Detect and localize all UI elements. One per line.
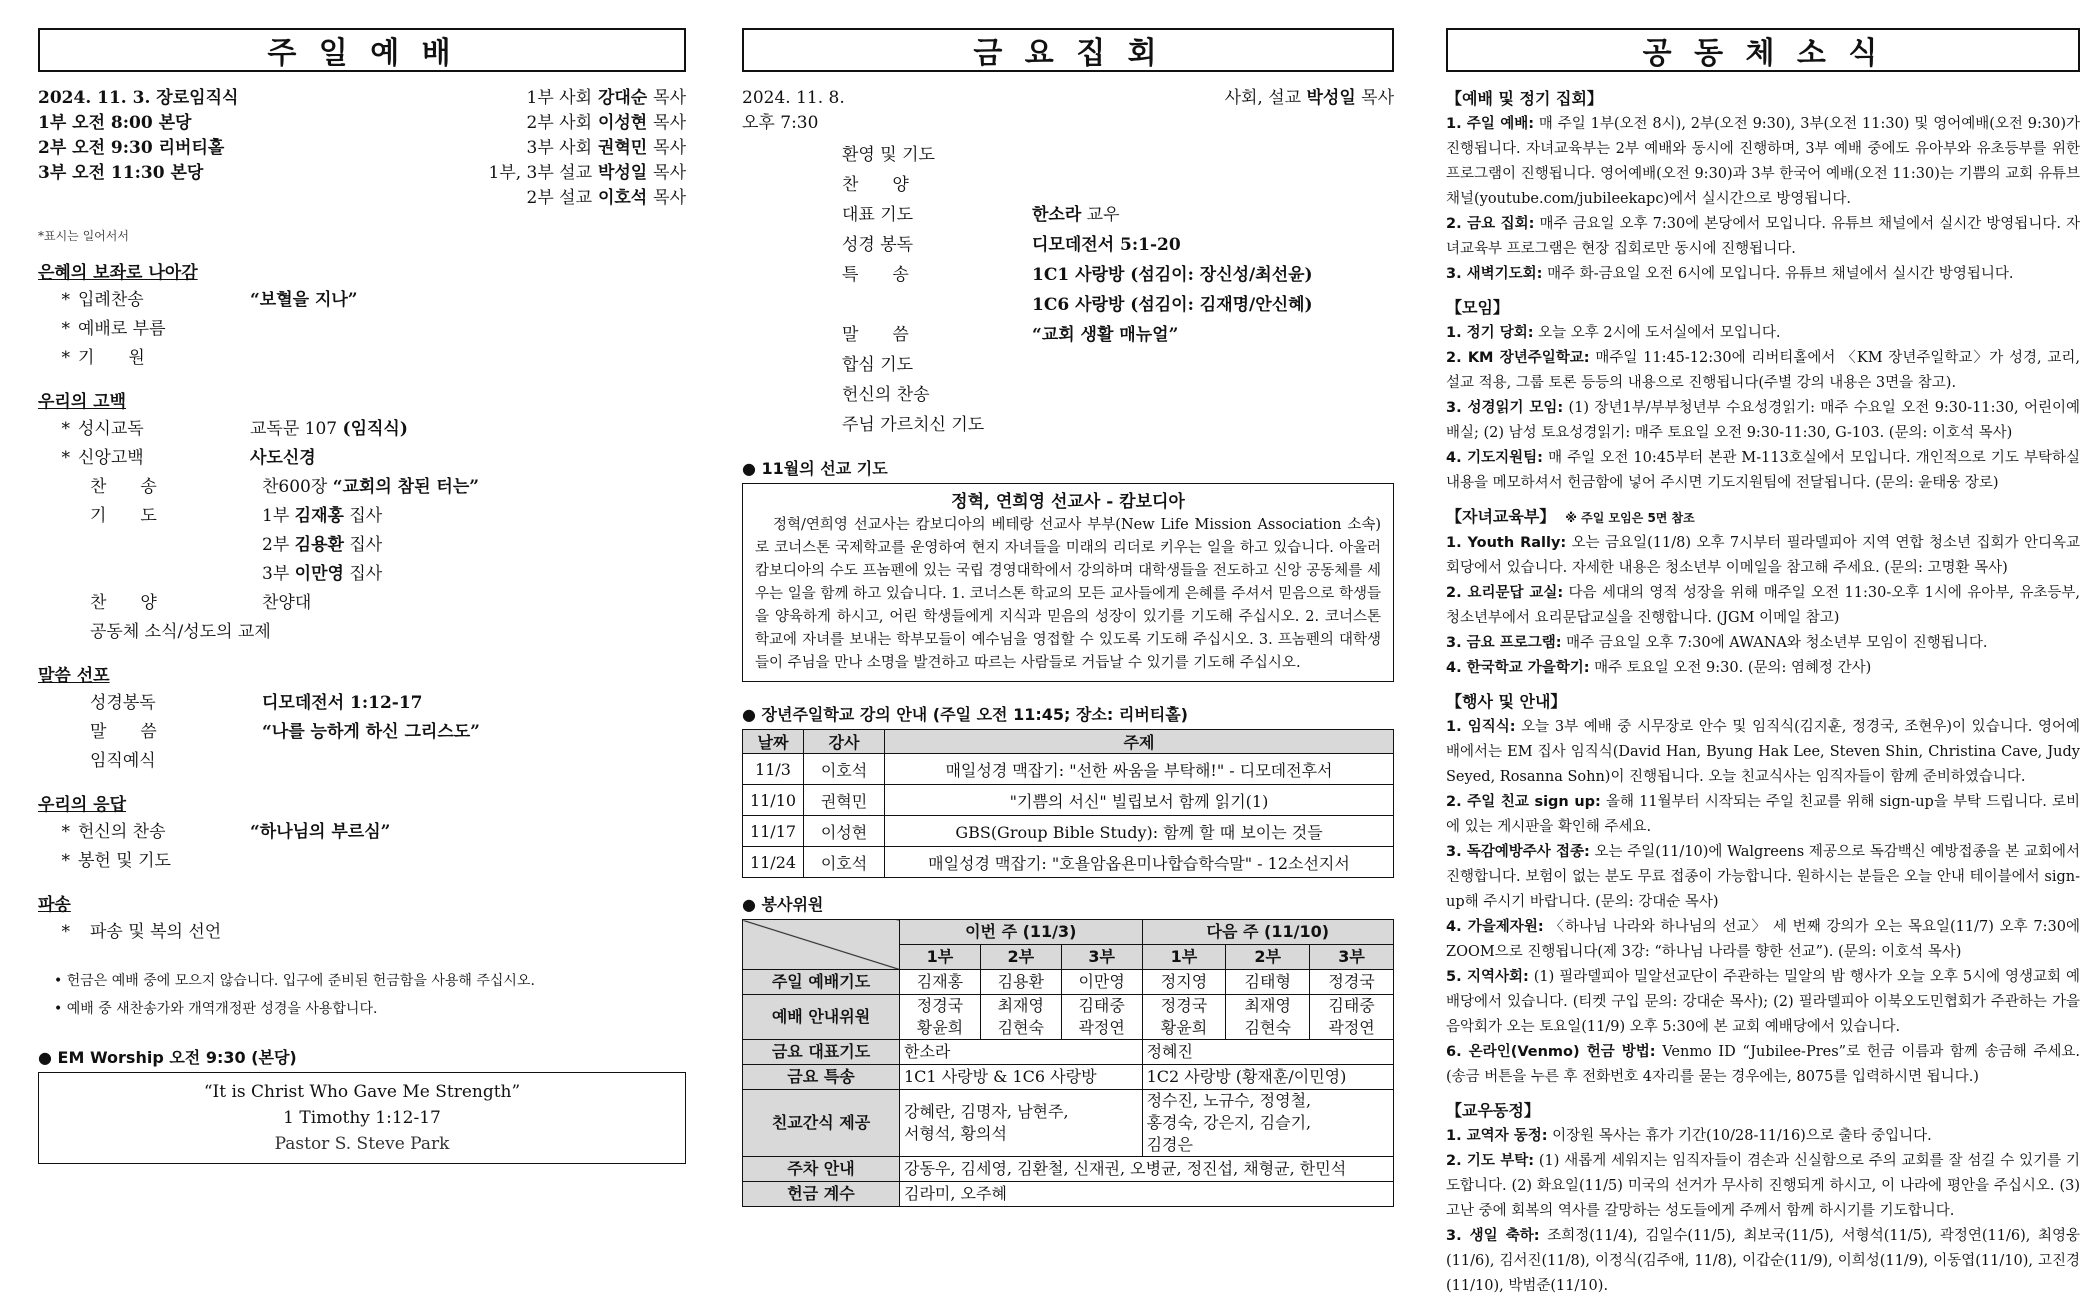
news-item: 1. Youth Rally: 오는 금요일(11/8) 오후 7시부터 필라델피아 지역 연합 청소년 집회가 안디옥교회당에서 있습니다. 자세한 내용은 청소년부 이메일을 참고해 주세요. (문의: 고명환 목사)	[1446, 535, 2080, 576]
leader-role: 3부 사회	[526, 138, 593, 158]
service-cell: 최재영 김현숙	[980, 995, 1061, 1040]
order-value: 3부 이만영 집사	[262, 564, 383, 584]
service-cell: 김재홍	[900, 970, 981, 995]
order-value: 디모데전서 1:12-17	[262, 693, 423, 713]
news-item: 4. 한국학교 가을학기: 매주 토요일 오전 9:30. (문의: 염혜정 간사)	[1446, 660, 1872, 676]
em-sermon-title: “It is Christ Who Gave Me Strength”	[203, 1082, 521, 1102]
standing-mark: *	[61, 922, 70, 942]
news-category: 【교우동정】	[1446, 1101, 1540, 1120]
service-row	[743, 1157, 1394, 1182]
service-row-label: 친교간식 제공	[743, 1090, 900, 1157]
news-item: 1. 정기 당회: 오늘 오후 2시에 도서실에서 모입니다.	[1446, 325, 1781, 341]
order-item	[38, 444, 686, 473]
order-item	[38, 918, 686, 947]
service-cell: 정혜진	[1142, 1040, 1393, 1065]
service-cell: 정수진, 노규수, 정영철, 홍경숙, 강은지, 김슬기, 김경은	[1142, 1090, 1393, 1157]
em-scripture: 1 Timothy 1:12-17	[283, 1108, 441, 1128]
standing-mark	[38, 589, 78, 618]
order-item	[38, 286, 686, 315]
standing-mark: *	[61, 290, 70, 310]
sunday-worship-column	[38, 28, 686, 1164]
order-label: 공동체 소식/성도의 교제	[90, 622, 271, 642]
standing-mark: *	[61, 419, 70, 439]
standing-mark	[38, 747, 78, 776]
order-label	[78, 560, 262, 589]
leader-title: 목사	[653, 88, 686, 108]
community-news-header: 공 동 체 소 식	[1446, 28, 2080, 72]
lecture-header-row	[743, 730, 1394, 754]
order-item	[38, 718, 686, 747]
service-row-label: 금요 대표기도	[743, 1040, 900, 1065]
worship-leaders	[489, 86, 687, 211]
order-item	[38, 473, 686, 502]
service-cell: 강혜란, 김명자, 남현주, 서형석, 황의석	[900, 1090, 1143, 1157]
leader-title: 목사	[653, 188, 686, 208]
service-cell: 정경국 황윤희	[1142, 995, 1226, 1040]
program-item	[742, 230, 1394, 260]
mission-heading: ● 11월의 선교 기도	[742, 459, 888, 478]
news-category: 【모임】	[1446, 298, 1509, 317]
service-week-row	[743, 920, 1394, 945]
leader-name: 권혁민	[592, 138, 654, 158]
news-item: 3. 독감예방주사 접종: 오는 주일(11/10)에 Walgreens 제공으로 독감백신 예방접종을 본 교회에서 진행합니다. 보험이 없는 분도 무료 접종이 가능합니다. 원하시는 분들은 오늘 안내 테이블에서 sign-up해 주시기 바랍니다. (문의: 강대순 목사)	[1446, 844, 2080, 910]
program-value	[1032, 170, 1394, 200]
program-item	[742, 410, 1394, 440]
order-label: 찬 양	[90, 593, 157, 613]
news-item: 2. 요리문답 교실: 다음 세대의 영적 성장을 위해 매주일 오전 11:30-오후 1시에 유아부, 유초등부, 청소년부에서 요리문답교실을 진행합니다. (JGM 이메일 참고)	[1446, 585, 2080, 626]
service-cell: 정경국 황윤희	[900, 995, 981, 1040]
order-label: 입례찬송	[78, 290, 144, 310]
note-bible: • 예배 중 새찬송가와 개역개정판 성경을 사용합니다.	[54, 1001, 378, 1017]
leader-title: 목사	[653, 138, 686, 158]
service-cell: 강동우, 김세영, 김환철, 신재권, 오병균, 정진섭, 채형균, 한민석	[900, 1157, 1394, 1182]
order-of-worship	[38, 260, 686, 947]
standing-mark: *	[61, 348, 70, 368]
news-item: 3. 생일 축하: 조희정(11/4), 김일수(11/5), 최보국(11/5), 서형석(11/5), 곽정연(11/6), 최영웅(11/6), 김서진(11/8), 이정식(김주애, 11/8), 이갑순(11/9), 이희성(11/9), 이동엽(11/10), 고진경(11/10), 박범준(11/10).	[1446, 1228, 2080, 1294]
program-value: 1C6 사랑방 (섬김이: 김재명/안신혜)	[1032, 295, 1313, 315]
service-row-label: 주차 안내	[743, 1157, 900, 1182]
order-item	[38, 315, 686, 344]
order-item	[38, 747, 686, 776]
program-label: 특 송	[842, 265, 909, 285]
news-item: 2. 금요 집회: 매주 금요일 오후 7:30에 본당에서 모입니다. 유튜브 채널에서 실시간 방영됩니다. 자녀교육부 프로그램은 현장 집회로만 동시에 진행됩니다.	[1446, 216, 2081, 257]
program-value: 디모데전서 5:1-20	[1032, 235, 1181, 255]
news-item: 3. 금요 프로그램: 매주 금요일 오후 7:30에 AWANA와 청소년부 모임이 진행됩니다.	[1446, 635, 1988, 651]
worship-date: 2024. 11. 3. 장로임직식	[38, 88, 239, 108]
this-week-header: 이번 주 (11/3)	[900, 920, 1143, 945]
service-cell: 1C2 사랑방 (황재훈/이민영)	[1142, 1065, 1393, 1090]
service-cell: 김태형	[1226, 970, 1310, 995]
order-value: “보혈을 지나”	[250, 290, 358, 310]
section-title: 우리의 응답	[38, 795, 127, 815]
program-item	[742, 290, 1394, 320]
order-item	[38, 344, 686, 373]
service-cell: 김용환	[980, 970, 1061, 995]
leader-2	[489, 136, 687, 161]
standing-mark	[38, 560, 78, 589]
em-worship-box	[38, 1072, 686, 1164]
lecture-cell: 매일성경 맥잡기: "호욜암옵욘미나합습학슥말" - 12소선지서	[885, 847, 1394, 878]
friday-gathering-column	[742, 28, 1394, 1207]
mission-title: 정혁, 연희영 선교사 - 캄보디아	[951, 492, 1185, 512]
part-header: 1부	[1142, 945, 1226, 970]
standing-mark: *	[61, 851, 70, 871]
order-item	[38, 502, 686, 531]
order-label	[78, 531, 262, 560]
news-item: 2. 기도 부탁: (1) 새롭게 세워지는 임직자들이 겸손과 신실함으로 주의 교회를 잘 섬길 수 있기를 기도합니다. (2) 화요일(11/5) 미국의 선거가 무사히 진행되게 하시고, 이 나라에 평안을 주십시오. (3) 고난 중에 회복의 역사를 갈망하는 성도들에게 주께서 함께 하시기를 기도합니다.	[1446, 1153, 2080, 1219]
service-cell: 정지영	[1142, 970, 1226, 995]
order-item	[38, 618, 686, 647]
program-item	[742, 140, 1394, 170]
program-item	[742, 350, 1394, 380]
lecture-cell: 매일성경 맥잡기: "선한 싸움을 부탁해!" - 디모데전후서	[885, 754, 1394, 785]
program-label: 주님 가르치신 기도	[842, 415, 985, 435]
order-item	[38, 847, 686, 876]
order-label: 기 도	[90, 506, 157, 526]
mission-text: 정혁/연희영 선교사는 캄보디아의 베테랑 선교사 부부(New Life Mission Association 소속)로 코너스톤 국제학교를 운영하여 현지 자녀들을 미래의 리더로 키우는 일을 하고 있습니다. 아울러 캄보디아의 수도 프놈펜에 있는 국립 경영대학에서 강의하며 대학생들을 전도하고 신앙 공동체를 세우는 일을 함께 하고 있습니다. 1. 코너스톤 학교의 모든 교사들에게 은혜를 주셔서 믿음으로 학생들을 양육하게 하시고, 어린 학생들에게 지식과 믿음의 성장이 있기를 기도해 주십시오. 2. 코너스톤 학교에 자녀를 보내는 학부모들이 예수님을 영접할 수 있도록 기도해 주십시오. 3. 프놈펜의 대학생들이 주님을 만나 소명을 발견하고 따르는 사람들로 거듭날 수 있기를 기도해 주십시오.	[755, 517, 1381, 671]
worship-notes	[38, 967, 686, 1023]
news-category: 【예배 및 정기 집회】	[1446, 89, 1603, 108]
program-value: “교회 생활 매뉴얼”	[1032, 325, 1179, 345]
lecture-cell: 11/3	[743, 754, 804, 785]
program-item	[742, 260, 1394, 290]
service-time-2: 2부 오전 9:30 리버티홀	[38, 138, 225, 158]
news-item: 6. 온라인(Venmo) 헌금 방법: Venmo ID “Jubilee-Pres”로 헌금 이름과 함께 송금해 주세요. (송금 버튼을 누른 후 전화번호 4자리를 묻는 경우에는, 8075를 입력하시면 됩니다.)	[1446, 1044, 2080, 1085]
lecture-row	[743, 754, 1394, 785]
lecture-heading: ● 장년주일학교 강의 안내 (주일 오전 11:45; 장소: 리버티홀)	[742, 705, 1188, 724]
program-label: 환영 및 기도	[842, 145, 935, 165]
program-value	[1032, 410, 1394, 440]
program-label: 찬 양	[842, 175, 909, 195]
service-time-3: 3부 오전 11:30 본당	[38, 163, 204, 183]
community-news	[1446, 86, 2080, 1299]
standing-mark: *	[61, 822, 70, 842]
standing-mark: *	[61, 319, 70, 339]
order-value	[271, 618, 686, 647]
news-item: 3. 새벽기도회: 매주 화-금요일 오전 6시에 모입니다. 유튜브 채널에서 실시간 방영됩니다.	[1446, 266, 2014, 282]
service-row	[743, 1090, 1394, 1157]
next-week-header: 다음 주 (11/10)	[1142, 920, 1393, 945]
order-value: 2부 김용환 집사	[262, 535, 383, 555]
friday-program	[742, 140, 1394, 440]
lecture-col-header: 주제	[885, 730, 1394, 754]
order-label: 찬 송	[90, 477, 157, 497]
lecture-row	[743, 785, 1394, 816]
order-label: 기 원	[78, 348, 145, 368]
news-item: 3. 성경읽기 모임: (1) 장년1부/부부청년부 수요성경읽기: 매주 수요일 오전 9:30-11:30, 어린이예배실; (2) 남성 토요성경읽기: 매주 토요일 오전 9:30-11:30, G-103. (문의: 이호석 목사)	[1446, 400, 2080, 441]
order-label: 봉헌 및 기도	[78, 851, 171, 871]
news-item: 4. 기도지원팀: 매 주일 오전 10:45부터 본관 M-113호실에서 모입니다. 개인적으로 기도 부탁하실 내용을 메모하셔서 헌금함에 넣어 주시면 기도지원팀에 전달됩니다. (문의: 윤태웅 장로)	[1446, 450, 2081, 491]
program-label: 말 씀	[842, 325, 909, 345]
program-item	[742, 200, 1394, 230]
order-value: “나를 능하게 하신 그리스도”	[262, 722, 480, 742]
friday-date-row	[742, 86, 1394, 111]
program-label: 대표 기도	[842, 205, 914, 225]
program-value	[1032, 140, 1394, 170]
leader-4	[489, 186, 687, 211]
order-label: 파송 및 복의 선언	[90, 922, 222, 942]
standing-mark	[38, 718, 78, 747]
program-value	[1032, 380, 1394, 410]
leader-name: 강대순	[592, 88, 654, 108]
lecture-col-header: 강사	[804, 730, 885, 754]
standing-mark: *	[61, 448, 70, 468]
section-title: 은혜의 보좌로 나아감	[38, 263, 198, 283]
friday-time: 오후 7:30	[742, 113, 819, 133]
em-pastor: Pastor S. Steve Park	[274, 1134, 450, 1154]
part-header: 2부	[980, 945, 1061, 970]
service-row	[743, 995, 1394, 1040]
service-cell: 김태중 곽정연	[1310, 995, 1394, 1040]
service-row-label: 헌금 계수	[743, 1182, 900, 1207]
program-item	[742, 320, 1394, 350]
news-category: 【자녀교육부】 ※ 주일 모임은 5면 참조	[1446, 507, 1695, 526]
order-label: 임직예식	[90, 751, 156, 771]
lecture-cell: 11/17	[743, 816, 804, 847]
order-value: 찬양대	[262, 593, 312, 613]
order-value: 사도신경	[250, 448, 316, 468]
order-value	[221, 918, 686, 947]
standing-mark	[38, 618, 78, 647]
service-cell: 1C1 사랑방 & 1C6 사랑방	[900, 1065, 1143, 1090]
section-title: 우리의 고백	[38, 392, 127, 412]
program-value: 한소라 교우	[1032, 205, 1120, 225]
leader-name: 박성일	[592, 163, 654, 183]
leader-title: 목사	[653, 163, 686, 183]
leader-title: 목사	[653, 113, 686, 133]
order-value: 1부 김재홍 집사	[262, 506, 383, 526]
lecture-row	[743, 847, 1394, 878]
standing-mark	[38, 473, 78, 502]
friday-leader: 사회, 설교 박성일 목사	[1224, 88, 1394, 108]
order-label: 성시교독	[78, 419, 144, 439]
friday-date: 2024. 11. 8.	[742, 88, 845, 108]
lecture-cell: 이성현	[804, 816, 885, 847]
service-table	[742, 919, 1394, 1207]
order-value	[250, 315, 686, 344]
order-label: 성경봉독	[90, 693, 156, 713]
section-title: 말씀 선포	[38, 666, 110, 686]
order-label: 신앙고백	[78, 448, 144, 468]
news-item: 2. KM 장년주일학교: 매주일 11:45-12:30에 리버티홀에서 〈KM 장년주일학교〉가 성경, 교리, 설교 적용, 그룹 토론 등등의 내용으로 진행됩니다(주별 강의 내용은 3면을 참고).	[1446, 350, 2081, 391]
order-label: 헌신의 찬송	[78, 822, 166, 842]
program-label: 합심 기도	[842, 355, 914, 375]
note-offering: • 헌금은 예배 중에 모으지 않습니다. 입구에 준비된 헌금함을 사용해 주십시오.	[54, 973, 535, 989]
leader-role: 1부, 3부 설교	[488, 163, 593, 183]
part-header: 3부	[1061, 945, 1142, 970]
standing-mark	[38, 689, 78, 718]
leader-name: 이성현	[592, 113, 654, 133]
section-title: 파송	[38, 895, 71, 915]
standing-mark	[38, 531, 78, 560]
standing-mark	[38, 502, 78, 531]
order-value	[250, 847, 686, 876]
lecture-cell: 11/10	[743, 785, 804, 816]
order-value	[262, 747, 686, 776]
leader-name: 이호석	[592, 188, 654, 208]
mission-box	[742, 483, 1394, 682]
standing-note: *표시는 일어서서	[38, 229, 129, 243]
leader-role: 1부 사회	[526, 88, 593, 108]
lecture-cell: GBS(Group Bible Study): 함께 할 때 보이는 것들	[885, 816, 1394, 847]
order-value	[250, 344, 686, 373]
friday-gathering-header: 금 요 집 회	[742, 28, 1394, 72]
service-row	[743, 1065, 1394, 1090]
order-label: 예배로 부름	[78, 319, 166, 339]
program-label: 헌신의 찬송	[842, 385, 930, 405]
service-cell: 최재영 김현숙	[1226, 995, 1310, 1040]
em-worship-heading: ● EM Worship 오전 9:30 (본당)	[38, 1048, 297, 1067]
news-item: 1. 교역자 동정: 이장원 목사는 휴가 기간(10/28-11/16)으로 출타 중입니다.	[1446, 1128, 1932, 1144]
category-note: ※ 주일 모임은 5면 참조	[1565, 511, 1695, 525]
lecture-cell: 11/24	[743, 847, 804, 878]
program-item	[742, 380, 1394, 410]
community-news-column	[1446, 28, 2080, 1299]
leader-1	[489, 111, 687, 136]
news-item: 4. 가을제자원: 〈하나님 나라와 하나님의 선교〉 세 번째 강의가 오는 목요일(11/7) 오후 7:30에 ZOOM으로 진행됩니다(제 3강: “하나님 나라를 향한 선교”). (문의: 이호석 목사)	[1446, 919, 2080, 960]
leader-role: 2부 설교	[526, 188, 593, 208]
lecture-cell: 권혁민	[804, 785, 885, 816]
worship-info	[38, 86, 686, 211]
lecture-col-header: 날짜	[743, 730, 804, 754]
sunday-worship-header: 주 일 예 배	[38, 28, 686, 72]
lecture-cell: "기쁨의 서신" 빌립보서 함께 읽기(1)	[885, 785, 1394, 816]
service-row	[743, 970, 1394, 995]
part-header: 3부	[1310, 945, 1394, 970]
order-value: 교독문 107 (임직식)	[250, 419, 408, 439]
part-header: 2부	[1226, 945, 1310, 970]
lecture-table	[742, 729, 1394, 878]
order-item	[38, 415, 686, 444]
service-row	[743, 1040, 1394, 1065]
service-heading: ● 봉사위원	[742, 895, 824, 914]
service-cell: 김라미, 오주혜	[900, 1182, 1394, 1207]
service-times	[38, 86, 238, 211]
service-cell: 이만영	[1061, 970, 1142, 995]
order-value: “하나님의 부르심”	[250, 822, 391, 842]
program-item	[742, 170, 1394, 200]
order-item	[38, 689, 686, 718]
order-item	[38, 818, 686, 847]
leader-0	[489, 86, 687, 111]
news-item: 2. 주일 친교 sign up: 올해 11월부터 시작되는 주일 친교를 위해 sign-up을 부탁 드립니다. 로비에 있는 게시판을 확인해 주세요.	[1446, 794, 2080, 835]
service-row-label: 예배 안내위원	[743, 995, 900, 1040]
leader-role: 2부 사회	[526, 113, 593, 133]
order-item	[38, 560, 686, 589]
lecture-row	[743, 816, 1394, 847]
news-category: 【행사 및 안내】	[1446, 692, 1567, 711]
service-cell: 한소라	[900, 1040, 1143, 1065]
service-row-label: 주일 예배기도	[743, 970, 900, 995]
program-label	[742, 290, 1032, 320]
news-item: 1. 주일 예배: 매 주일 1부(오전 8시), 2부(오전 9:30), 3부(오전 11:30) 및 영어예배(오전 9:30)가 진행됩니다. 자녀교육부는 2부 예배와 동시에 진행하며, 3부 예배 중에도 유아부와 유초등부를 위한 프로그램이 진행됩니다. 영어예배(오전 9:30)과 3부 한국어 예배(오전 11:30)는 기쁨의 교회 유튜브 채널(youtube.com/jubileekapc)에서 실시간으로 방영됩니다.	[1446, 116, 2080, 207]
program-value	[1032, 350, 1394, 380]
service-cell: 김태중 곽정연	[1061, 995, 1142, 1040]
service-row	[743, 1182, 1394, 1207]
service-time-1: 1부 오전 8:00 본당	[38, 113, 192, 133]
leader-3	[489, 161, 687, 186]
part-header: 1부	[900, 945, 981, 970]
order-item	[38, 531, 686, 560]
lecture-cell: 이호석	[804, 754, 885, 785]
order-label: 말 씀	[90, 722, 157, 742]
order-value: 찬600장 “교회의 참된 터는”	[262, 477, 480, 497]
service-cell: 정경국	[1310, 970, 1394, 995]
program-label: 성경 봉독	[842, 235, 914, 255]
program-value: 1C1 사랑방 (섬김이: 장신성/최선윤)	[1032, 265, 1313, 285]
news-item: 5. 지역사회: (1) 필라델피아 밀알선교단이 주관하는 밀알의 밤 행사가 오늘 오후 5시에 영생교회 예배당에서 있습니다. (티켓 구입 문의: 강대순 목사); (2) 필라델피아 이북오도민협회가 주관하는 가을음악회가 오는 토요일(11/9) 오후 5:30에 본 교회 예배당에서 있습니다.	[1446, 969, 2080, 1035]
diagonal-cell	[743, 920, 900, 970]
order-item	[38, 589, 686, 618]
service-row-label: 금요 특송	[743, 1065, 900, 1090]
news-item: 1. 임직식: 오늘 3부 예배 중 시무장로 안수 및 임직식(김지훈, 정경국, 조현우)이 있습니다. 영어예배에서는 EM 집사 임직식(David Han, Byung Hak Lee, Steven Shin, Christina Cave, Judy Seyed, Rosanna Sohn)이 진행됩니다. 오늘 친교식사는 임직자들이 함께 준비하였습니다.	[1446, 719, 2080, 785]
lecture-cell: 이호석	[804, 847, 885, 878]
